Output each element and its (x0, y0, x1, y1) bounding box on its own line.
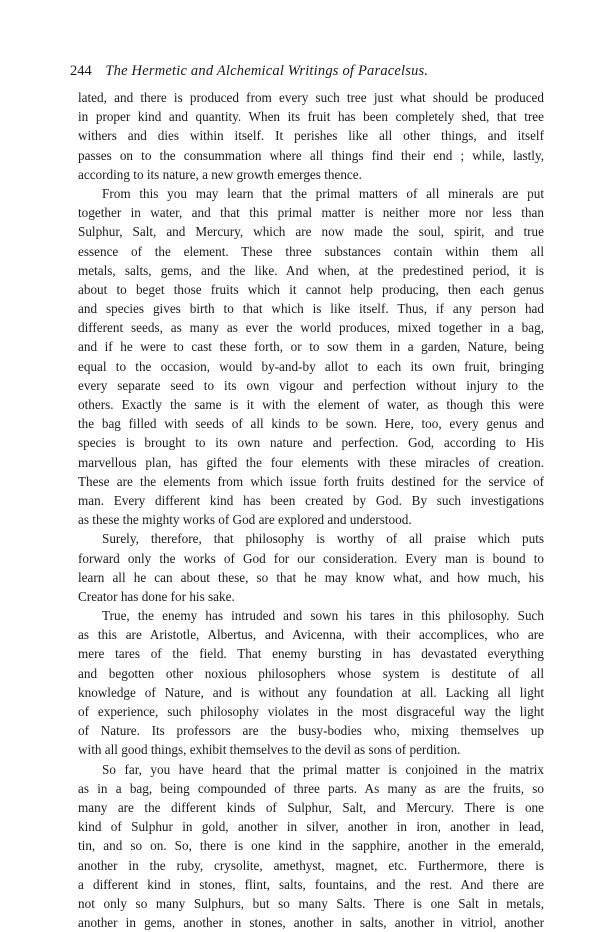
text-line: about to beget those fruits which it cannot help producing, then each genus (78, 281, 544, 297)
body-text (78, 88, 544, 932)
text-line: another in the ruby, crysolite, amethyst, magnet, etc. Furthermore, there is (78, 857, 544, 873)
text-line: in proper kind and quantity. When its fruit has been completely shed, that tree (78, 109, 544, 125)
text-line: and if he were to cast these forth, or to sow them in a garden, Nature, being (78, 339, 544, 355)
text-line: Creator has done for his sake. (78, 588, 235, 604)
paragraph (78, 606, 544, 760)
paragraph (78, 184, 544, 529)
text-line: the bag filled with seeds of all kinds to be sown. Here, too, every genus and (78, 416, 544, 432)
text-line: of experience, such philosophy violates in the most disgraceful way the light (78, 704, 544, 719)
text-line: kind of Sulphur in gold, another in silver, another in iron, another in lead, (78, 819, 544, 835)
text-line: not only so many Sulphurs, but so many Salts. There is one Salt in metals, (78, 895, 544, 911)
text-line: as in a bag, being compounded of three parts. As many as are the fruits, so (78, 780, 544, 796)
text-line: others. Exactly the same is it with the element of water, as though this were (78, 397, 544, 412)
text-line: lated, and there is produced from every such tree just what should be produced (78, 90, 544, 105)
text-line: withers and dies within itself. It perishes like all other things, and itself (78, 128, 544, 144)
text-line: marvellous plan, has gifted the four elements with these miracles of creation. (78, 454, 544, 470)
text-line: another in gems, another in stones, another in salts, another in vitriol, another (78, 915, 544, 931)
text-line: as this are Aristotle, Albertus, and Avicenna, with their accomplices, who are (78, 627, 544, 643)
text-line: as these the mighty works of God are explored and understood. (78, 512, 412, 528)
text-line: different seeds, as many as ever the world produces, mixed together in a bag, (78, 320, 544, 336)
text-line: passes on to the consummation where all things find their end ; while, lastly, (78, 147, 544, 163)
text-line: and species gives birth to that which is like itself. Thus, if any person had (78, 301, 544, 317)
text-line: Sulphur, Salt, and Mercury, which are now made the soul, spirit, and true (78, 224, 544, 240)
text-line: knowledge of Nature, and is without any foundation at all. Lacking all light (78, 684, 544, 700)
page-number: 244 (70, 63, 92, 79)
text-line: essence of the element. These three substances contain within them all (78, 243, 544, 259)
text-line: True, the enemy has intruded and sown his tares in this philosophy. Such (102, 608, 544, 624)
text-line: learn all he can about these, so that he may know what, and how much, his (78, 569, 544, 585)
running-header (70, 63, 550, 80)
text-line: and begotten other noxious philosophers whose system is destitute of all (78, 665, 544, 681)
text-line: every separate seed to its own vigour and perfection without injury to the (78, 377, 544, 393)
text-line: a different kind in stones, flint, salts, fountains, and the rest. And there are (78, 876, 544, 892)
text-line: metals, salts, gems, and the like. And when, at the predestined period, it is (78, 262, 544, 278)
text-line: together in water, and that this primal matter is neither more nor less than (78, 205, 544, 221)
text-line: mere tares of the field. That enemy bursting in has devastated everything (78, 646, 544, 662)
paragraph (78, 88, 544, 184)
text-line: So far, you have heard that the primal matter is conjoined in the matrix (102, 761, 544, 777)
text-line: forward only the works of God for our consideration. Every man is bound to (78, 550, 544, 566)
text-line: of Nature. Its professors are the busy-bodies who, mixing themselves up (78, 723, 544, 739)
text-line: species is brought to its own nature and perfection. God, according to His (78, 435, 544, 451)
paragraph (78, 529, 544, 606)
text-line: man. Every different kind has been created by God. By such investigations (78, 492, 544, 508)
text-line: many are the different kinds of Sulphur, Salt, and Mercury. There is one (78, 799, 544, 815)
text-line: with all good things, exhibit themselves to the devil as sons of perdition. (78, 742, 461, 758)
text-line: Surely, therefore, that philosophy is worthy of all praise which puts (102, 531, 544, 547)
text-line: From this you may learn that the primal matters of all minerals are put (102, 185, 544, 201)
running-title: The Hermetic and Alchemical Writings of Paracelsus. (105, 63, 429, 79)
text-line: These are the elements from which issue forth fruits destined for the service of (78, 473, 544, 489)
text-line: tin, and so on. So, there is one kind in the sapphire, another in the emerald, (78, 838, 544, 854)
text-line: equal to the occasion, would by-and-by allot to each its own fruit, bringing (78, 358, 544, 374)
paragraph (78, 760, 544, 932)
text-line: according to its nature, a new growth emerges thence. (78, 166, 362, 182)
